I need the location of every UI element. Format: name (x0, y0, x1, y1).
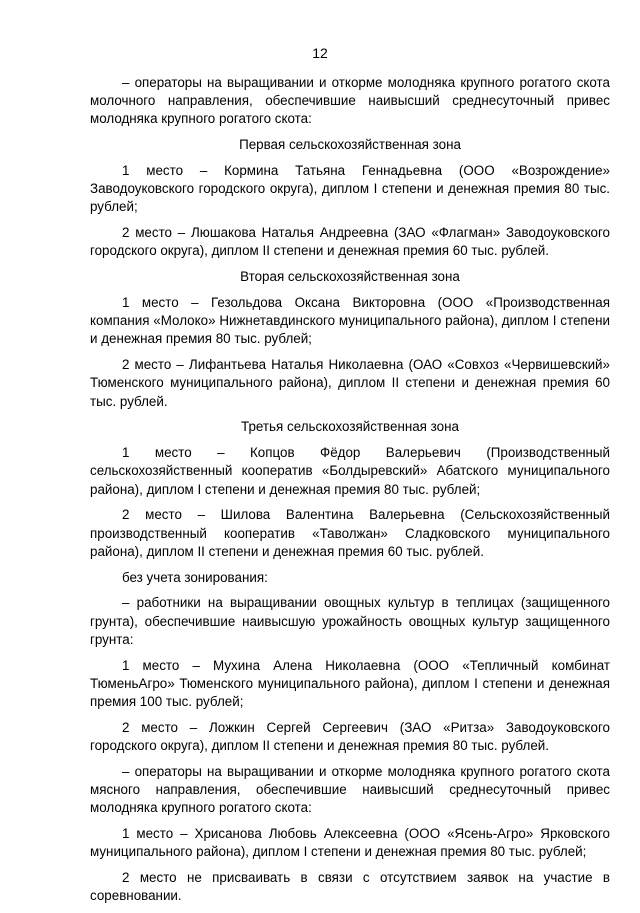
paragraph: – операторы на выращивании и откорме молодняка крупного рогатого скота мясного направления, обеспечившие наивысший среднесуточный привес молодняка крупного рогатого скота: (90, 763, 610, 816)
paragraph: – работники на выращивании овощных культур в теплицах (защищенного грунта), обеспечившие наивысшую урожайность овощных культур защищенного грунта: (90, 595, 610, 647)
paragraph: 1 место – Хрисанова Любовь Алексеевна (ООО «Ясень-Агро» Ярковского муниципального района), диплом I степени и денежная премия 80 тыс. рублей; (90, 826, 610, 860)
section-heading: Третья сельскохозяйственная зона (241, 419, 459, 435)
document-body (90, 74, 610, 913)
paragraph: 1 место – Кормина Татьяна Геннадьевна (ООО «Возрождение» Заводоуковского городского округа), диплом I степени и денежная премия 80 тыс. рублей; (90, 163, 610, 215)
paragraph: без учета зонирования: (122, 569, 268, 585)
paragraph: 2 место – Ложкин Сергей Сергеевич (ЗАО «Ритза» Заводоуковского городского округа), диплом II степени и денежная премия 80 тыс. рублей. (90, 719, 610, 754)
paragraph: 1 место – Мухина Алена Николаевна (ООО «Тепличный комбинат ТюменьАгро» Тюменского муниципального района), диплом I степени и денежная премия 100 тыс. рублей; (90, 657, 610, 710)
paragraph: 1 место – Гезольдова Оксана Викторовна (ООО «Производственная компания «Молоко» Нижнетавдинского муниципального района), диплом I степени и денежная премия 80 тыс. рублей; (90, 295, 610, 347)
paragraph: – операторы на выращивании и откорме молодняка крупного рогатого скота молочного направления, обеспечившие наивысший среднесуточный привес молодняка крупного рогатого скота: (90, 75, 610, 127)
paragraph: 1 место – Копцов Фёдор Валерьевич (Производственный сельскохозяйственный кооператив «Болдыревский» Абатского муниципального района), диплом I степени и денежная премия 80 тыс. рублей; (90, 445, 610, 497)
page-number: 12 (312, 45, 328, 61)
section-heading: Вторая сельскохозяйственная зона (240, 269, 460, 285)
paragraph: 2 место – Шилова Валентина Валерьевна (Сельскохозяйственный производственный кооператив «Таволжан» Сладковского муниципального района), диплом II степени и денежная премия 60 тыс. рублей. (90, 507, 610, 559)
paragraph: 2 место – Люшакова Наталья Андреевна (ЗАО «Флагман» Заводоуковского городского округа), диплом II степени и денежная премия 60 тыс. рублей. (90, 225, 610, 259)
paragraph: 2 место не присваивать в связи с отсутствием заявок на участие в соревновании. (90, 870, 610, 904)
paragraph: 2 место – Лифантьева Наталья Николаевна (ОАО «Совхоз «Червишевский» Тюменского муниципального района), диплом II степени и денежная премия 60 тыс. рублей. (90, 357, 610, 409)
section-heading: Первая сельскохозяйственная зона (239, 137, 461, 153)
